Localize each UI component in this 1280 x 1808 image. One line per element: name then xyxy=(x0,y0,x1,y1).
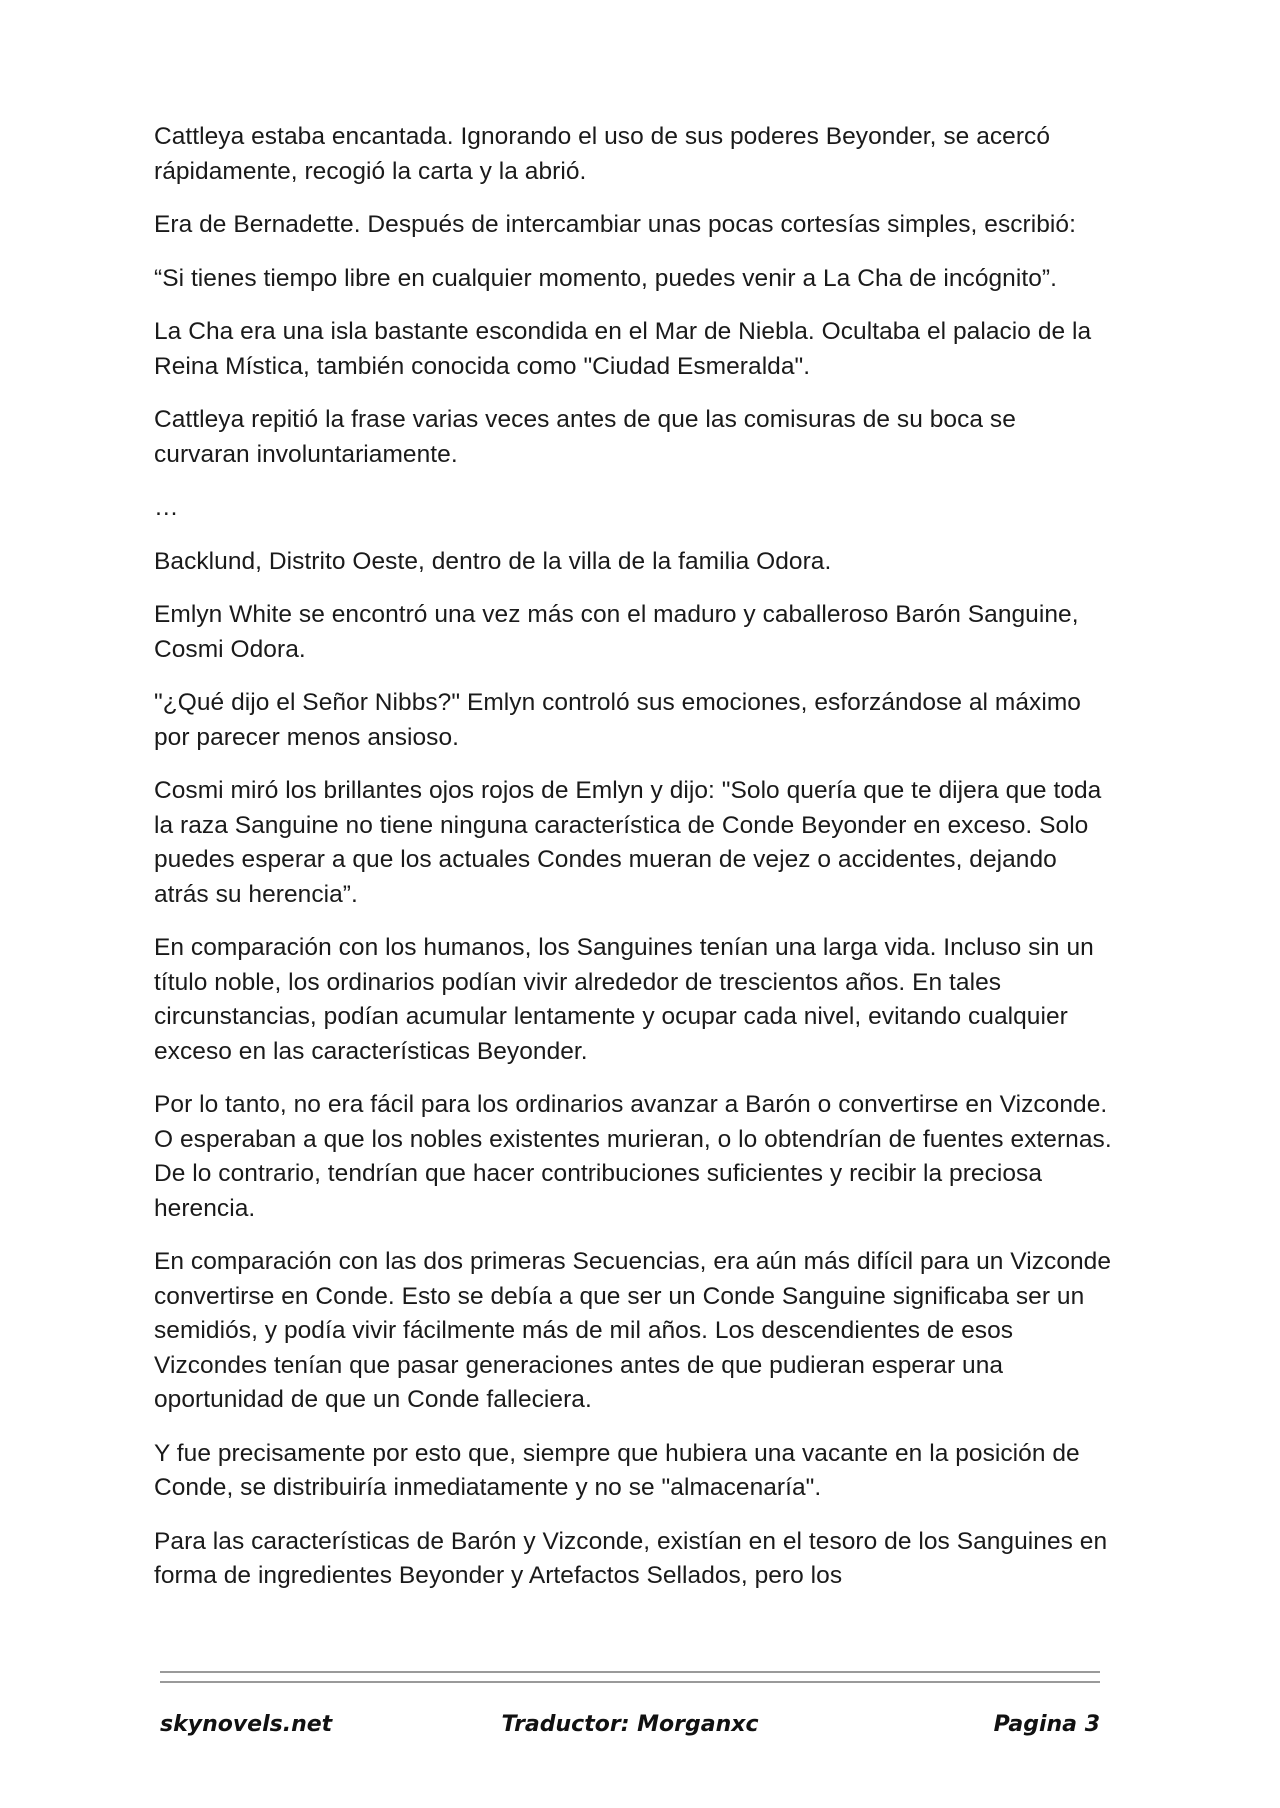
page-footer xyxy=(160,1712,1100,1748)
paragraph: Cosmi miró los brillantes ojos rojos de Emlyn y dijo: "Solo quería que te dijera que toda la raza Sanguine no tiene ninguna característica de Conde Beyonder en exceso. Solo puedes esperar a que los actuales Condes mueran de vejez o accidentes, dejando atrás su herencia”. xyxy=(154,777,1102,908)
footer-page-number: Pagina 3 xyxy=(993,1712,1100,1737)
footer-divider-top xyxy=(160,1671,1100,1673)
paragraph: Backlund, Distrito Oeste, dentro de la villa de la familia Odora. xyxy=(154,547,832,575)
paragraph: Y fue precisamente por esto que, siempre que hubiera una vacante en la posición de Conde, se distribuiría inmediatamente y no se "almacenaría". xyxy=(154,1439,1080,1501)
footer-divider-bottom xyxy=(160,1681,1100,1683)
scene-break: … xyxy=(154,494,179,521)
paragraph: Cattleya estaba encantada. Ignorando el uso de sus poderes Beyonder, se acercó rápidamente, recogió la carta y la abrió. xyxy=(154,123,1051,185)
paragraph: Por lo tanto, no era fácil para los ordinarios avanzar a Barón o convertirse en Vizconde. O esperaban a que los nobles existentes murieran, o lo obtendrían de fuentes externas. De lo contrario, tendrían que hacer contribuciones suficientes y recibir la preciosa herencia. xyxy=(154,1091,1112,1222)
paragraph: Emlyn White se encontró una vez más con el maduro y caballeroso Barón Sanguine, Cosmi Odora. xyxy=(154,601,1079,663)
footer-translator: Traductor: Morganxc xyxy=(501,1712,759,1737)
paragraph: Para las características de Barón y Vizconde, existían en el tesoro de los Sanguines en forma de ingredientes Beyonder y Artefactos Sellados, pero los xyxy=(154,1527,1108,1589)
paragraph: "¿Qué dijo el Señor Nibbs?" Emlyn controló sus emociones, esforzándose al máximo por parecer menos ansioso. xyxy=(154,689,1081,751)
paragraph: Cattleya repitió la frase varias veces antes de que las comisuras de su boca se curvaran involuntariamente. xyxy=(154,406,1016,468)
paragraph: En comparación con los humanos, los Sanguines tenían una larga vida. Incluso sin un título noble, los ordinarios podían vivir alrededor de trescientos años. En tales circunstancias, podían acumular lentamente y ocupar cada nivel, evitando cualquier exceso en las características Beyonder. xyxy=(154,934,1094,1065)
document-body xyxy=(154,120,1114,1613)
footer-site: skynovels.net xyxy=(160,1712,333,1737)
paragraph: “Si tienes tiempo libre en cualquier momento, puedes venir a La Cha de incógnito”. xyxy=(154,264,1057,292)
paragraph: La Cha era una isla bastante escondida en el Mar de Niebla. Ocultaba el palacio de la Reina Mística, también conocida como "Ciudad Esmeralda". xyxy=(154,318,1092,380)
paragraph: Era de Bernadette. Después de intercambiar unas pocas cortesías simples, escribió: xyxy=(154,211,1076,238)
paragraph: En comparación con las dos primeras Secuencias, era aún más difícil para un Vizconde convertirse en Conde. Esto se debía a que ser un Conde Sanguine significaba ser un semidiós, y podía vivir fácilmente más de mil años. Los descendientes de esos Vizcondes tenían que pasar generaciones antes de que pudieran esperar una oportunidad de que un Conde falleciera. xyxy=(154,1248,1112,1413)
